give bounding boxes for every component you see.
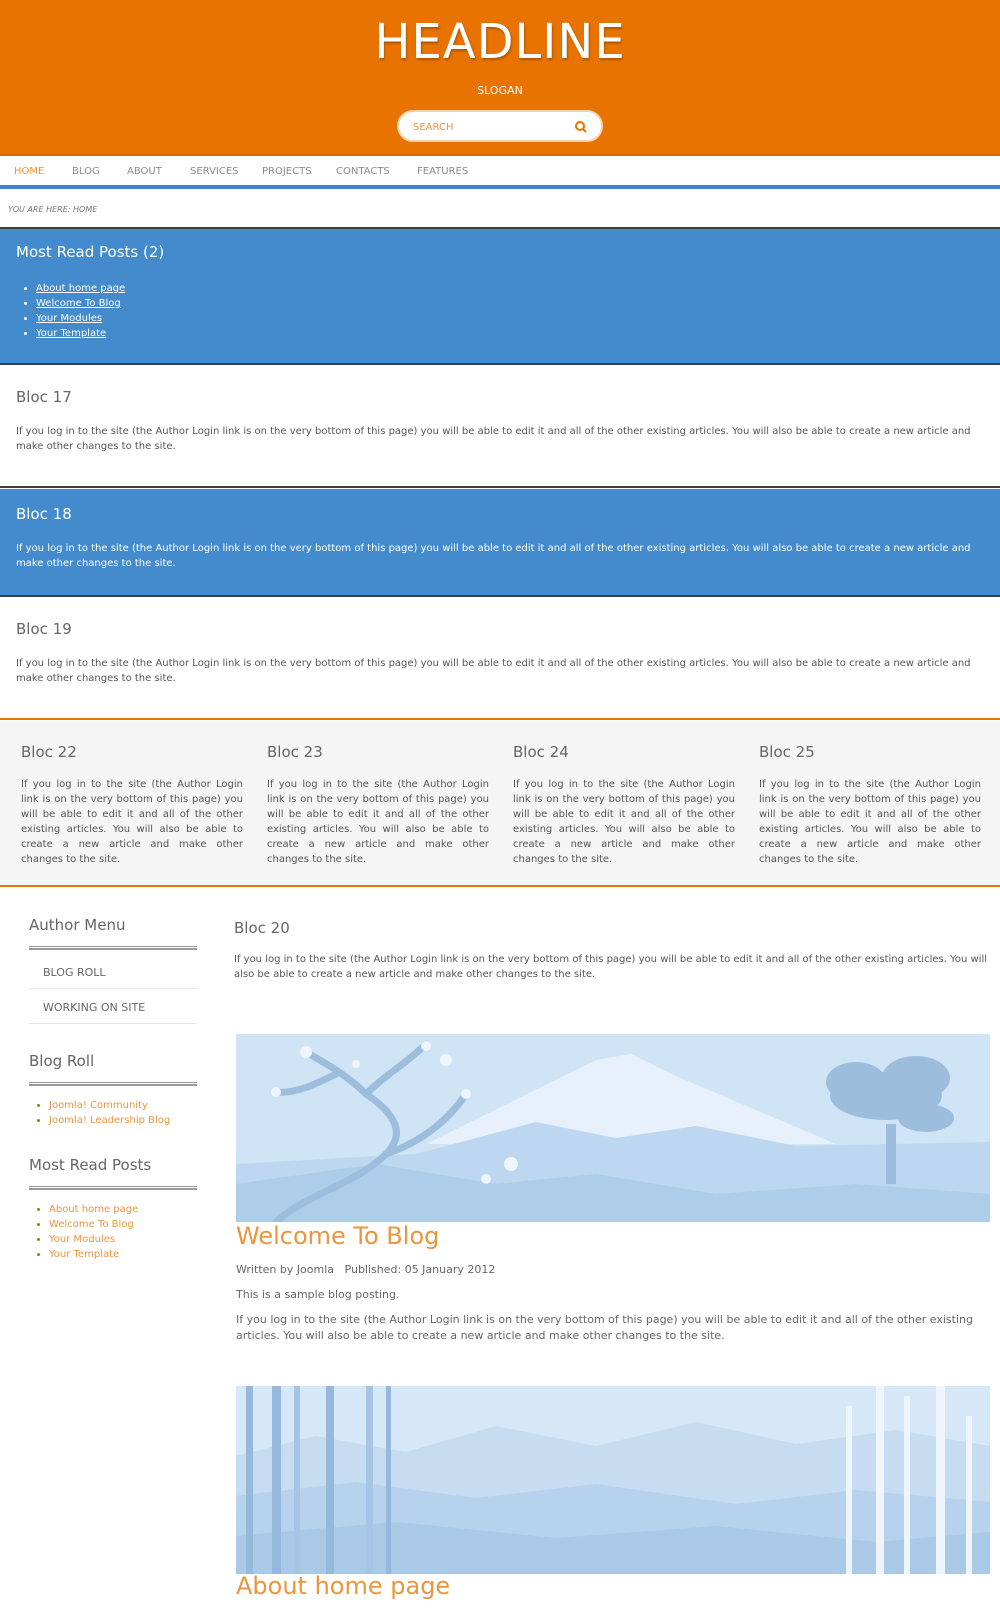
bloc-20-title: Bloc 20 xyxy=(234,919,290,937)
bloc-18 xyxy=(0,489,1000,597)
landscape-image xyxy=(236,1034,990,1222)
list-item xyxy=(49,1232,197,1247)
article-meta xyxy=(236,1263,495,1276)
bloc-title: Bloc 17 xyxy=(16,388,72,406)
main-nav xyxy=(0,158,1000,189)
blog-roll-list xyxy=(29,1098,197,1128)
divider xyxy=(29,946,197,950)
most-read-sidebar-link[interactable]: Welcome To Blog xyxy=(49,1219,134,1230)
most-read-link[interactable]: Welcome To Blog xyxy=(36,298,121,309)
article-published: Published: 05 January 2012 xyxy=(344,1263,496,1276)
blog-roll-link[interactable]: Joomla! Leadership Blog xyxy=(49,1115,171,1126)
article-image-bamboo[interactable] xyxy=(236,1386,990,1574)
most-read-link[interactable]: About home page xyxy=(36,283,126,294)
breadcrumb-label: YOU ARE HERE: xyxy=(8,205,71,214)
most-read-link[interactable]: Your Modules xyxy=(36,313,103,324)
blocs-row xyxy=(0,721,1000,887)
divider xyxy=(29,1186,197,1190)
breadcrumb xyxy=(8,205,97,214)
search-box[interactable] xyxy=(397,110,603,142)
author-menu-title: Author Menu xyxy=(29,916,126,934)
bloc-title: Bloc 24 xyxy=(513,743,569,761)
bloc-text: If you log in to the site (the Author Login link is on the very bottom of this page) you will be able to edit it and all of the other existing articles. You will also be able to create a new article and make other changes to the site. xyxy=(759,779,981,865)
article-title[interactable]: About home page xyxy=(236,1572,451,1600)
nav-item-blog[interactable]: BLOG xyxy=(72,166,100,177)
blog-roll-title: Blog Roll xyxy=(29,1052,95,1070)
article-body: If you log in to the site (the Author Login link is on the very bottom of this page) you will be able to edit it and all of the other existing articles. You will also be able to create a new article and make other changes to the site. xyxy=(236,1313,973,1342)
most-read-sidebar-link[interactable]: About home page xyxy=(49,1204,139,1215)
list-item xyxy=(36,311,125,326)
nav-item-services[interactable]: SERVICES xyxy=(190,166,239,177)
bloc-text: If you log in to the site (the Author Login link is on the very bottom of this page) you will be able to edit it and all of the other existing articles. You will also be able to create a new article and make other changes to the site. xyxy=(267,779,489,865)
bloc-text: If you log in to the site (the Author Login link is on the very bottom of this page) you will be able to edit it and all of the other existing articles. You will also be able to create a new article and make other changes to the site. xyxy=(16,543,971,569)
site-slogan: SLOGAN xyxy=(477,84,523,97)
bloc-20-text: If you log in to the site (the Author Login link is on the very bottom of this page) you will be able to edit it and all of the other existing articles. You will also be able to create a new article and make other changes to the site. xyxy=(234,954,988,980)
blog-roll-link[interactable]: Joomla! Community xyxy=(49,1100,148,1111)
bloc-17 xyxy=(0,366,1000,488)
nav-item-features[interactable]: FEATURES xyxy=(417,166,469,177)
bloc-text: If you log in to the site (the Author Login link is on the very bottom of this page) you will be able to edit it and all of the other existing articles. You will also be able to create a new article and make other changes to the site. xyxy=(513,779,735,865)
site-headline: HEADLINE xyxy=(374,14,626,70)
search-input[interactable] xyxy=(413,119,563,135)
list-item xyxy=(49,1202,197,1217)
article-author: Written by Joomla xyxy=(236,1263,335,1276)
list-item xyxy=(49,1098,197,1113)
list-item xyxy=(36,296,125,311)
most-read-sidebar-link[interactable]: Your Template xyxy=(49,1249,120,1260)
nav-item-home[interactable]: HOME xyxy=(14,166,45,177)
bloc-title: Bloc 23 xyxy=(267,743,323,761)
article-intro: This is a sample blog posting. xyxy=(236,1288,400,1301)
list-item xyxy=(36,281,125,296)
nav-item-contacts[interactable]: CONTACTS xyxy=(336,166,390,177)
bloc-title: Bloc 25 xyxy=(759,743,815,761)
nav-item-about[interactable]: ABOUT xyxy=(127,166,162,177)
most-read-sidebar-list xyxy=(29,1202,197,1262)
list-item xyxy=(49,1247,197,1262)
most-read-list xyxy=(36,281,125,341)
nav-item-projects[interactable]: PROJECTS xyxy=(262,166,312,177)
bloc-text: If you log in to the site (the Author Login link is on the very bottom of this page) you will be able to edit it and all of the other existing articles. You will also be able to create a new article and make other changes to the site. xyxy=(16,426,971,452)
bloc-text: If you log in to the site (the Author Login link is on the very bottom of this page) you will be able to edit it and all of the other existing articles. You will also be able to create a new article and make other changes to the site. xyxy=(21,779,243,865)
article-title[interactable]: Welcome To Blog xyxy=(236,1222,440,1250)
menu-item-blog-roll[interactable]: BLOG ROLL xyxy=(29,954,197,989)
search-icon[interactable] xyxy=(573,119,589,135)
most-read-sidebar-link[interactable]: Your Modules xyxy=(49,1234,116,1245)
bloc-text: If you log in to the site (the Author Login link is on the very bottom of this page) you will be able to edit it and all of the other existing articles. You will also be able to create a new article and make other changes to the site. xyxy=(16,658,971,684)
list-item xyxy=(49,1113,197,1128)
site-header xyxy=(0,0,1000,156)
bloc-19 xyxy=(0,598,1000,720)
menu-item-working-on-site[interactable]: WORKING ON SITE xyxy=(29,989,197,1024)
most-read-link[interactable]: Your Template xyxy=(36,328,107,339)
divider xyxy=(29,1082,197,1086)
list-item xyxy=(49,1217,197,1232)
landscape-image xyxy=(236,1386,990,1574)
most-read-band xyxy=(0,227,1000,365)
bloc-title: Bloc 22 xyxy=(21,743,77,761)
list-item xyxy=(36,326,125,341)
article-image-blossom[interactable] xyxy=(236,1034,990,1222)
sidebar xyxy=(29,890,197,1262)
breadcrumb-current[interactable]: HOME xyxy=(73,205,98,214)
bloc-title: Bloc 18 xyxy=(16,505,72,523)
most-read-title: Most Read Posts (2) xyxy=(16,243,165,261)
bloc-title: Bloc 19 xyxy=(16,620,72,638)
most-read-sidebar-title: Most Read Posts xyxy=(29,1156,152,1174)
